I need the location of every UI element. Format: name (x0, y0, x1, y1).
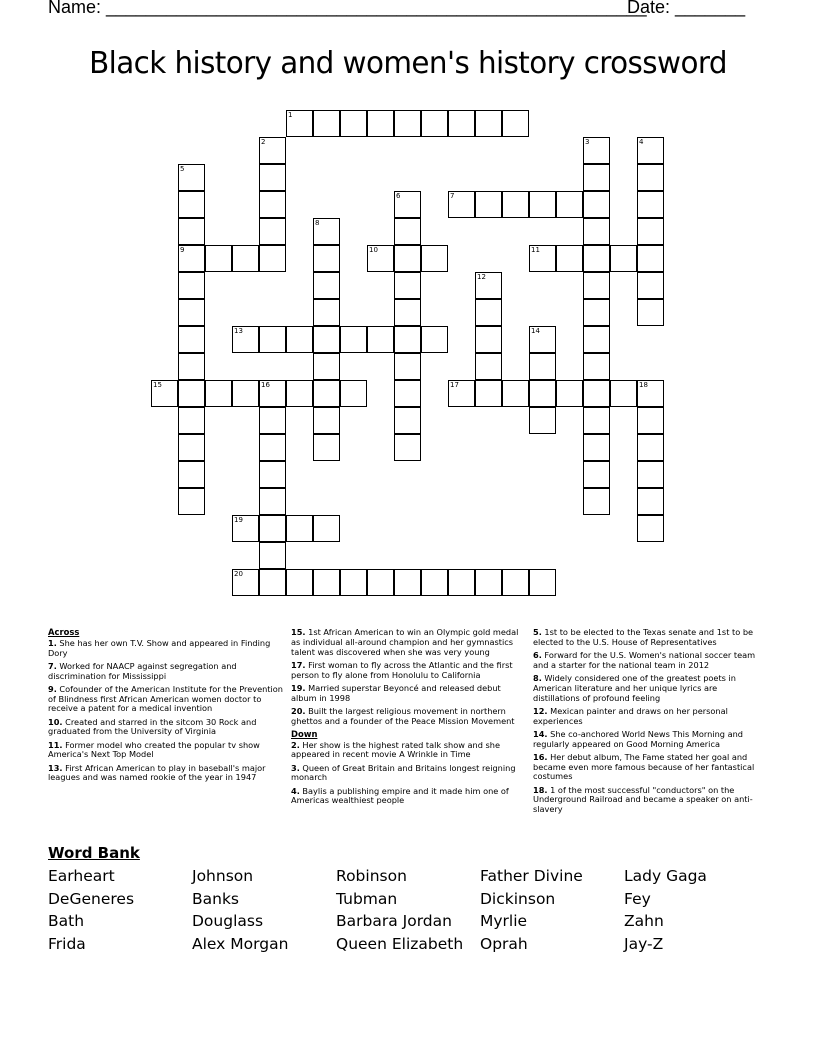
crossword-cell[interactable] (637, 137, 664, 164)
clue-down-4 (291, 787, 528, 807)
crossword-cell[interactable] (367, 245, 394, 272)
crossword-cell[interactable] (583, 488, 610, 515)
clue-text: Former model who created the popular tv show America's Next Top Model (48, 739, 260, 760)
crossword-cell[interactable] (394, 569, 421, 596)
crossword-cell[interactable] (637, 272, 664, 299)
crossword-cell[interactable] (178, 353, 205, 380)
crossword-cell[interactable] (583, 434, 610, 461)
crossword-cell[interactable] (178, 218, 205, 245)
clue-across-1 (48, 639, 283, 659)
word-bank-item: Alex Morgan (192, 935, 289, 953)
crossword-cell[interactable] (259, 326, 286, 353)
clue-number-label: 3 (585, 138, 590, 146)
crossword-cell[interactable] (286, 569, 313, 596)
crossword-cell[interactable] (583, 191, 610, 218)
clues-column-1 (48, 628, 283, 787)
crossword-cell[interactable] (475, 569, 502, 596)
crossword-cell[interactable] (475, 353, 502, 380)
word-bank-item: Banks (192, 890, 240, 908)
clue-text: Worked for NAACP against segregation and discrimination for Mississippi (48, 660, 237, 681)
clue-number-label: 20 (234, 570, 243, 578)
crossword-cell[interactable] (421, 245, 448, 272)
crossword-cell[interactable] (286, 110, 313, 137)
crossword-cell[interactable] (367, 569, 394, 596)
crossword-cell[interactable] (259, 542, 286, 569)
clue-number: 18. (533, 784, 548, 795)
clue-across-13 (48, 764, 283, 784)
crossword-cell[interactable] (232, 245, 259, 272)
clue-number-label: 1 (288, 111, 293, 119)
crossword-cell[interactable] (340, 110, 367, 137)
clue-text: 1st African American to win an Olympic gold medal as individual all-around champion and her gymnastics talent was discovered when she was very young (291, 627, 519, 657)
crossword-cell[interactable] (340, 569, 367, 596)
clue-number: 13. (48, 762, 63, 773)
crossword-cell[interactable] (637, 380, 664, 407)
clue-number-label: 4 (639, 138, 644, 146)
crossword-cell[interactable] (367, 326, 394, 353)
clue-text: Her debut album, The Fame stated her goal and became even more famous because of her fantastical costumes (533, 751, 755, 782)
clue-number: 8. (533, 672, 542, 683)
crossword-cell[interactable] (583, 272, 610, 299)
crossword-cell[interactable] (286, 515, 313, 542)
clue-number-label: 14 (531, 327, 540, 335)
crossword-cell[interactable] (394, 191, 421, 218)
crossword-cell[interactable] (178, 245, 205, 272)
clue-number: 16. (533, 751, 548, 762)
word-bank-item: Jay-Z (624, 935, 664, 953)
crossword-cell[interactable] (637, 434, 664, 461)
crossword-cell[interactable] (259, 488, 286, 515)
crossword-cell[interactable] (529, 569, 556, 596)
crossword-cell[interactable] (286, 326, 313, 353)
clue-down-6 (533, 651, 765, 671)
crossword-cell[interactable] (313, 569, 340, 596)
clue-number: 14. (533, 728, 548, 739)
crossword-cell[interactable] (205, 380, 232, 407)
crossword-cell[interactable] (367, 110, 394, 137)
clue-text: She has her own T.V. Show and appeared in Finding Dory (48, 637, 271, 658)
crossword-cell[interactable] (529, 407, 556, 434)
clue-number-label: 12 (477, 273, 486, 281)
crossword-cell[interactable] (475, 110, 502, 137)
clue-number: 1. (48, 637, 57, 648)
crossword-cell[interactable] (421, 569, 448, 596)
crossword-cell[interactable] (394, 380, 421, 407)
crossword-cell[interactable] (421, 326, 448, 353)
crossword-cell[interactable] (313, 299, 340, 326)
clue-down-2 (291, 741, 528, 761)
crossword-cell[interactable] (259, 218, 286, 245)
clue-number-label: 17 (450, 381, 459, 389)
crossword-cell[interactable] (178, 164, 205, 191)
word-bank-title: Word Bank (48, 844, 140, 862)
clue-down-5 (533, 628, 765, 648)
crossword-cell[interactable] (394, 299, 421, 326)
crossword-cell[interactable] (583, 380, 610, 407)
word-bank-item: Tubman (336, 890, 398, 908)
clue-number-label: 11 (531, 246, 540, 254)
crossword-cell[interactable] (610, 380, 637, 407)
crossword-cell[interactable] (178, 272, 205, 299)
crossword-cell[interactable] (502, 110, 529, 137)
crossword-cell[interactable] (583, 299, 610, 326)
crossword-cell[interactable] (340, 326, 367, 353)
word-bank-item: Myrlie (480, 912, 528, 930)
crossword-cell[interactable] (394, 434, 421, 461)
crossword-cell[interactable] (313, 353, 340, 380)
clue-number: 19. (291, 682, 306, 693)
crossword-cell[interactable] (232, 380, 259, 407)
crossword-cell[interactable] (313, 110, 340, 137)
crossword-cell[interactable] (529, 380, 556, 407)
clue-text: Built the largest religious movement in northern ghettos and a founder of the Peace Mission Movement (291, 705, 515, 726)
crossword-cell[interactable] (259, 461, 286, 488)
crossword-cell[interactable] (529, 353, 556, 380)
crossword-cell[interactable] (529, 245, 556, 272)
crossword-cell[interactable] (259, 191, 286, 218)
crossword-cell[interactable] (259, 569, 286, 596)
crossword-cell[interactable] (178, 380, 205, 407)
crossword-cell[interactable] (637, 461, 664, 488)
clue-text: First African American to play in baseball's major leagues and was named rookie of the year in 1947 (48, 762, 266, 783)
crossword-cell[interactable] (583, 137, 610, 164)
clue-text: She co-anchored World News This Morning and regularly appeared on Good Morning America (533, 728, 743, 749)
clue-text: Baylis a publishing empire and it made him one of Americas wealthiest people (291, 785, 509, 806)
crossword-cell[interactable] (583, 164, 610, 191)
clue-number: 11. (48, 739, 63, 750)
clue-down-18 (533, 786, 765, 815)
crossword-cell[interactable] (394, 326, 421, 353)
crossword-cell[interactable] (394, 272, 421, 299)
clue-number-label: 5 (180, 165, 185, 173)
clues-column-3 (533, 628, 765, 818)
crossword-cell[interactable] (556, 380, 583, 407)
clue-number: 20. (291, 705, 306, 716)
crossword-cell[interactable] (259, 137, 286, 164)
crossword-cell[interactable] (637, 164, 664, 191)
clue-down-14 (533, 730, 765, 750)
clue-down-12 (533, 707, 765, 727)
crossword-cell[interactable] (313, 218, 340, 245)
crossword-cell[interactable] (583, 245, 610, 272)
crossword-cell[interactable] (448, 191, 475, 218)
word-bank-item: Frida (48, 935, 86, 953)
word-bank-item: Barbara Jordan (336, 912, 452, 930)
crossword-cell[interactable] (259, 245, 286, 272)
crossword-cell[interactable] (583, 353, 610, 380)
down-heading: Down (291, 728, 318, 739)
crossword-cell[interactable] (502, 191, 529, 218)
word-bank-item: Dickinson (480, 890, 556, 908)
crossword-cell[interactable] (502, 569, 529, 596)
clue-number-label: 13 (234, 327, 243, 335)
crossword-cell[interactable] (313, 515, 340, 542)
word-bank-item: DeGeneres (48, 890, 135, 908)
crossword-cell[interactable] (475, 191, 502, 218)
clue-number: 15. (291, 627, 306, 637)
clue-text: First woman to fly across the Atlantic and the first person to fly alone from Honolulu to California (291, 659, 513, 680)
clue-text: Her show is the highest rated talk show and she appeared in recent movie A Wrinkle in Time (291, 739, 501, 760)
crossword-cell[interactable] (637, 191, 664, 218)
clue-across-7 (48, 662, 283, 682)
crossword-cell[interactable] (637, 218, 664, 245)
word-bank-item: Lady Gaga (624, 867, 707, 885)
clue-number-label: 7 (450, 192, 455, 200)
crossword-cell[interactable] (529, 191, 556, 218)
crossword-cell[interactable] (259, 434, 286, 461)
clue-across-19 (291, 684, 528, 704)
crossword-cell[interactable] (394, 110, 421, 137)
clue-down-16 (533, 753, 765, 782)
crossword-cell[interactable] (448, 569, 475, 596)
crossword-cell[interactable] (583, 407, 610, 434)
crossword-cell[interactable] (313, 380, 340, 407)
clue-across-20 (291, 707, 528, 727)
crossword-cell[interactable] (394, 245, 421, 272)
crossword-cell[interactable] (286, 380, 313, 407)
clue-number: 10. (48, 716, 63, 727)
clue-across-17 (291, 661, 528, 681)
crossword-cell[interactable] (178, 299, 205, 326)
clue-number-label: 15 (153, 381, 162, 389)
crossword-cell[interactable] (583, 218, 610, 245)
crossword-cell[interactable] (637, 407, 664, 434)
crossword-cell[interactable] (529, 326, 556, 353)
clue-number-label: 9 (180, 246, 185, 254)
word-bank-item: Douglass (192, 912, 264, 930)
clue-text: Cofounder of the American Institute for the Prevention of Blindness first African American women doctor to receive a patent for a medical invention (48, 683, 283, 714)
crossword-cell[interactable] (151, 380, 178, 407)
crossword-cell[interactable] (502, 380, 529, 407)
clue-number-label: 18 (639, 381, 648, 389)
crossword-cell[interactable] (178, 326, 205, 353)
crossword-cell[interactable] (259, 515, 286, 542)
clue-text: Queen of Great Britain and Britains longest reigning monarch (291, 762, 516, 783)
clue-number: 5. (533, 627, 542, 637)
crossword-cell[interactable] (475, 272, 502, 299)
crossword-cell[interactable] (313, 326, 340, 353)
clue-number-label: 6 (396, 192, 401, 200)
clues-column-2 (291, 628, 528, 809)
clue-number-label: 16 (261, 381, 270, 389)
clue-number: 2. (291, 739, 300, 750)
clue-down-3 (291, 764, 528, 784)
crossword-cell[interactable] (448, 110, 475, 137)
crossword-cell[interactable] (232, 326, 259, 353)
crossword-cell[interactable] (583, 326, 610, 353)
clue-number: 9. (48, 683, 57, 694)
word-bank-item: Fey (624, 890, 651, 908)
clue-number-label: 8 (315, 219, 320, 227)
crossword-cell[interactable] (178, 461, 205, 488)
clue-text: Forward for the U.S. Women's national soccer team and a starter for the national team in 2012 (533, 649, 756, 670)
crossword-cell[interactable] (421, 110, 448, 137)
word-bank-item: Father Divine (480, 867, 583, 885)
crossword-cell[interactable] (637, 515, 664, 542)
crossword-cell[interactable] (313, 272, 340, 299)
name-field-line[interactable]: Name: ______________________________________________________ (48, 0, 647, 17)
crossword-cell[interactable] (259, 164, 286, 191)
clue-text: Married superstar Beyoncé and released debut album in 1998 (291, 682, 501, 703)
clue-number: 12. (533, 705, 548, 716)
crossword-cell[interactable] (340, 380, 367, 407)
clue-text: 1st to be elected to the Texas senate and 1st to be elected to the U.S. House of Representatives (533, 627, 754, 647)
crossword-cell[interactable] (178, 191, 205, 218)
clue-number-label: 2 (261, 138, 266, 146)
crossword-cell[interactable] (178, 434, 205, 461)
clue-number: 3. (291, 762, 300, 773)
clue-across-9 (48, 685, 283, 714)
word-bank-item: Queen Elizabeth (336, 935, 464, 953)
clue-across-11 (48, 741, 283, 761)
crossword-cell[interactable] (178, 407, 205, 434)
crossword-cell[interactable] (394, 218, 421, 245)
crossword-cell[interactable] (259, 407, 286, 434)
clue-number: 6. (533, 649, 542, 660)
date-field-line[interactable]: Date: _______ (627, 0, 746, 17)
crossword-cell[interactable] (313, 407, 340, 434)
crossword-cell[interactable] (232, 515, 259, 542)
crossword-cell[interactable] (313, 245, 340, 272)
crossword-cell[interactable] (178, 488, 205, 515)
clue-number: 17. (291, 659, 306, 670)
crossword-cell[interactable] (475, 299, 502, 326)
clue-text: Mexican painter and draws on her personal experiences (533, 705, 728, 726)
page-title: Black history and women's history crossword (89, 46, 727, 81)
crossword-cell[interactable] (394, 353, 421, 380)
crossword-cell[interactable] (394, 407, 421, 434)
clue-text: Created and starred in the sitcom 30 Rock and graduated from the University of Virginia (48, 716, 257, 737)
clue-number-label: 10 (369, 246, 378, 254)
crossword-cell[interactable] (637, 245, 664, 272)
word-bank-item: Zahn (624, 912, 664, 930)
crossword-cell[interactable] (583, 461, 610, 488)
crossword-cell[interactable] (556, 245, 583, 272)
crossword-cell[interactable] (259, 380, 286, 407)
crossword-cell[interactable] (448, 380, 475, 407)
crossword-cell[interactable] (610, 245, 637, 272)
clue-number: 4. (291, 785, 300, 796)
clue-across-10 (48, 718, 283, 738)
word-bank-item: Robinson (336, 867, 407, 885)
crossword-cell[interactable] (637, 488, 664, 515)
clue-text: Widely considered one of the greatest poets in American literature and her unique lyrics are distillations of profound feeling (533, 672, 736, 703)
word-bank-item: Bath (48, 912, 85, 930)
clue-text: 1 of the most successful "conductors" on the Underground Railroad and became a speaker on anti-slavery (533, 784, 753, 815)
crossword-cell[interactable] (232, 569, 259, 596)
crossword-cell[interactable] (475, 326, 502, 353)
clue-number-label: 19 (234, 516, 243, 524)
clue-down-8 (533, 674, 765, 703)
clue-number: 7. (48, 660, 57, 671)
across-heading: Across (48, 627, 80, 637)
crossword-cell[interactable] (475, 380, 502, 407)
word-bank-item: Earheart (48, 867, 115, 885)
clue-across-15 (291, 628, 528, 657)
crossword-cell[interactable] (313, 434, 340, 461)
crossword-cell[interactable] (556, 191, 583, 218)
crossword-cell[interactable] (205, 245, 232, 272)
crossword-cell[interactable] (637, 299, 664, 326)
word-bank-item: Johnson (192, 867, 254, 885)
word-bank-item: Oprah (480, 935, 528, 953)
